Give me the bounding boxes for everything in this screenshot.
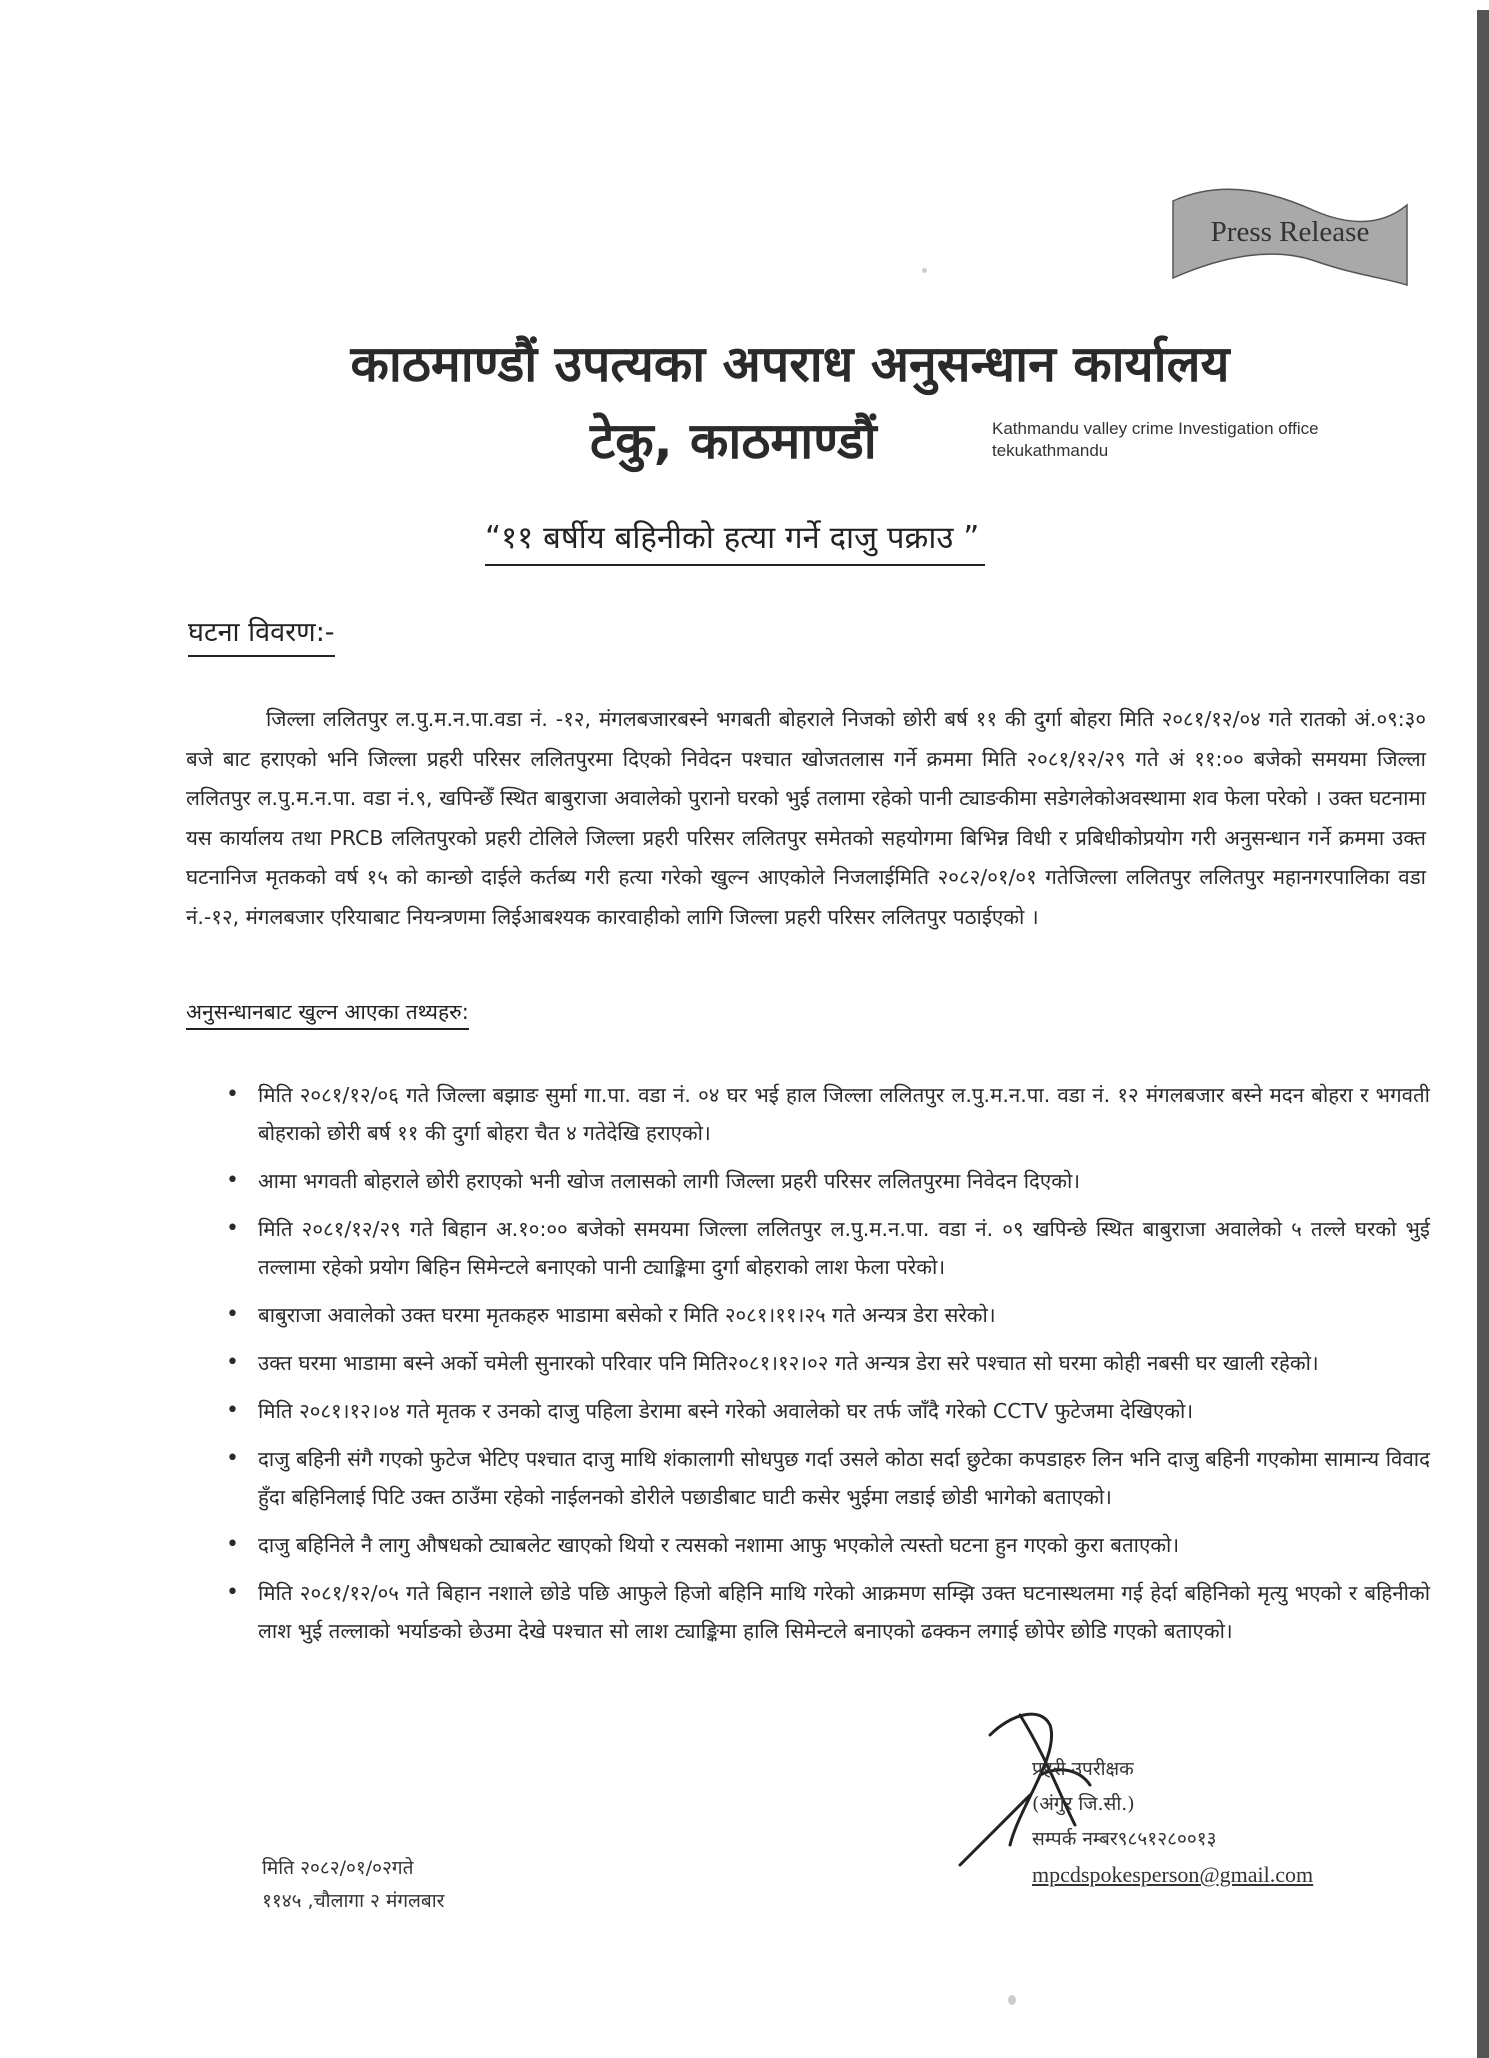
list-item: • दाजु बहिनी संगै गएको फुटेज भेटिए पश्चात दाजु माथि शंकालागी सोधपुछ गर्दा उसले कोठा सर्दा छुटेका कपडाहरु लिन भनि दाजु बहिनी गएकोमा सामान्य विवाद हुँदा बहिनिलाई पिटि उक्त ठाउँमा रहेको नाईलनको डोरीले पछाडीबाट घाटी कसेर भुईमा लडाई छोडी भागेको बताएको। [200, 1440, 1430, 1516]
incident-heading: घटना विवरण:- [188, 612, 335, 657]
office-location-nepali: टेकु, काठमाण्डौं [590, 412, 877, 470]
bullet-icon: • [226, 1580, 239, 1605]
bullet-icon: • [226, 1398, 239, 1423]
signatory-name: (अंगुर जि.सी.) [1032, 1793, 1135, 1815]
issue-date: मिति २०८२/०१/०२गते [262, 1857, 414, 1879]
findings-list [200, 1076, 1430, 1660]
incident-paragraph: जिल्ला ललितपुर ल.पु.म.न.पा.वडा नं. -१२, मंगलबजारबस्ने भगबती बोहराले निजको छोरी बर्ष ११ की दुर्गा बोहरा मिति २०८१/१२/०४ गते रातको अं.०९:३० बजे बाट हराएको भनि जिल्ला प्रहरी परिसर ललितपुरमा दिएको निवेदन पश्चात खोजतलास गर्ने क्रममा मिति २०८१/१२/२९ गते अं ११:०० बजेको समयमा जिल्ला ललितपुर ल.पु.म.न.पा. वडा नं.९, खपिन्छेँ स्थित बाबुराजा अवालेको पुरानो घरको भुई तलामा रहेको पानी ट्याङकीमा सडेगलेकोअवस्थामा शव फेला परेको । उक्त घटनामा यस कार्यालय तथा PRCB ललितपुरको प्रहरी टोलिले जिल्ला प्रहरी परिसर ललितपुर समेतको सहयोगमा बिभिन्न विधी र प्रबिधीकोप्रयोग गरी अनुसन्धान गर्ने क्रममा उक्त घटनानिज मृतकको वर्ष १५ को कान्छो दाईले कर्तब्य गरी हत्या गरेको खुल्न आएकोले निजलाईमिति २०८२/०१/०१ गतेजिल्ला ललितपुर ललितपुर महानगरपालिका वडा नं.-१२, मंगलबजार एरियाबाट नियन्त्रणमा लिईआबश्यक कारवाहीको लागि जिल्ला प्रहरी परिसर ललितपुर पठाईएको । [186, 707, 1426, 929]
press-release-badge [1165, 183, 1415, 288]
bullet-icon: • [226, 1350, 239, 1375]
findings-heading: अनुसन्धानबाट खुल्न आएका तथ्यहरु: [186, 998, 469, 1030]
office-title-nepali: काठमाण्डौं उपत्यका अपराध अनुसन्धान कार्यालय [350, 335, 1230, 393]
list-item: • आमा भगवती बोहराले छोरी हराएको भनी खोज तलासको लागी जिल्ला प्रहरी परिसर ललितपुरमा निवेदन दिएको। [200, 1162, 1430, 1200]
dateline [262, 1852, 444, 1918]
list-item: • मिति २०८१।१२।०४ गते मृतक र उनको दाजु पहिला डेरामा बस्ने गरेको अवालेको घर तर्फ जाँदै गरेको CCTV फुटेजमा देखिएको। [200, 1392, 1430, 1430]
signatory-contact: सम्पर्क नम्बर९८५१२८००१३ [1032, 1828, 1217, 1850]
office-title-english-line1: Kathmandu valley crime Investigation office [992, 419, 1319, 438]
scan-speck [922, 268, 927, 273]
signatory-block [1032, 1752, 1313, 1892]
signatory-email-link[interactable]: mpcdspokesperson@gmail.com [1032, 1862, 1314, 1887]
bullet-icon: • [226, 1216, 239, 1241]
bullet-icon: • [226, 1168, 239, 1193]
list-item: • दाजु बहिनिले नै लागु औषधको ट्याबलेट खाएको थियो र त्यसको नशामा आफु भएकोले त्यस्तो घटना हुन गएको कुरा बताएको। [200, 1526, 1430, 1564]
bullet-icon: • [226, 1532, 239, 1557]
list-item: • मिति २०८१/१२/०५ गते बिहान नशाले छोडे पछि आफुले हिजो बहिनि माथि गरेको आक्रमण सम्झि उक्त घटनास्थलमा गई हेर्दा बहिनिको मृत्यु भएको र बहिनीको लाश भुई तल्लाको भर्याङको छेउमा देखे पश्चात सो लाश ट्याङ्किमा हालि सिमेन्टले बनाएको ढक्कन लगाई छोपेर छोडि गएको बताएको। [200, 1574, 1430, 1650]
office-address: ११४५ ,चौलागा २ मंगलबार [262, 1890, 445, 1912]
list-item: • बाबुराजा अवालेको उक्त घरमा मृतकहरु भाडामा बसेको र मिति २०८१।११।२५ गते अन्यत्र डेरा सरेको। [200, 1296, 1430, 1334]
signatory-title: प्रहरी उपरीक्षक [1032, 1758, 1134, 1780]
scan-speck [1008, 1995, 1016, 2005]
press-release-label: Press Release [1210, 216, 1370, 248]
bullet-icon: • [226, 1302, 239, 1327]
list-item: • मिति २०८१/१२/२९ गते बिहान अ.१०:०० बजेको समयमा जिल्ला ललितपुर ल.पु.म.न.पा. वडा नं. ०९ खपिन्छे स्थित बाबुराजा अवालेको ५ तल्ले घरको भुई तल्लामा रहेको प्रयोग बिहिन सिमेन्टले बनाएको पानी ट्याङ्किमा दुर्गा बोहराको लाश फेला परेको। [200, 1210, 1430, 1286]
scanner-edge [1477, 10, 1489, 2058]
list-item: • मिति २०८१/१२/०६ गते जिल्ला बझाङ सुर्मा गा.पा. वडा नं. ०४ घर भई हाल जिल्ला ललितपुर ल.पु.म.न.पा. वडा नं. १२ मंगलबजार बस्ने मदन बोहरा र भगवती बोहराको छोरी बर्ष ११ की दुर्गा बोहरा चैत ४ गतेदेखि हराएको। [200, 1076, 1430, 1152]
bullet-icon: • [226, 1082, 239, 1107]
office-title-english [992, 418, 1319, 462]
bullet-icon: • [226, 1446, 239, 1471]
list-item: • उक्त घरमा भाडामा बस्ने अर्को चमेली सुनारको परिवार पनि मिति२०८१।१२।०२ गते अन्यत्र डेरा सरे पश्चात सो घरमा कोही नबसी घर खाली रहेको। [200, 1344, 1430, 1382]
news-headline: “११ बर्षीय बहिनीको हत्या गर्ने दाजु पक्राउ ” [485, 516, 985, 566]
office-title-english-line2: tekukathmandu [992, 441, 1109, 460]
